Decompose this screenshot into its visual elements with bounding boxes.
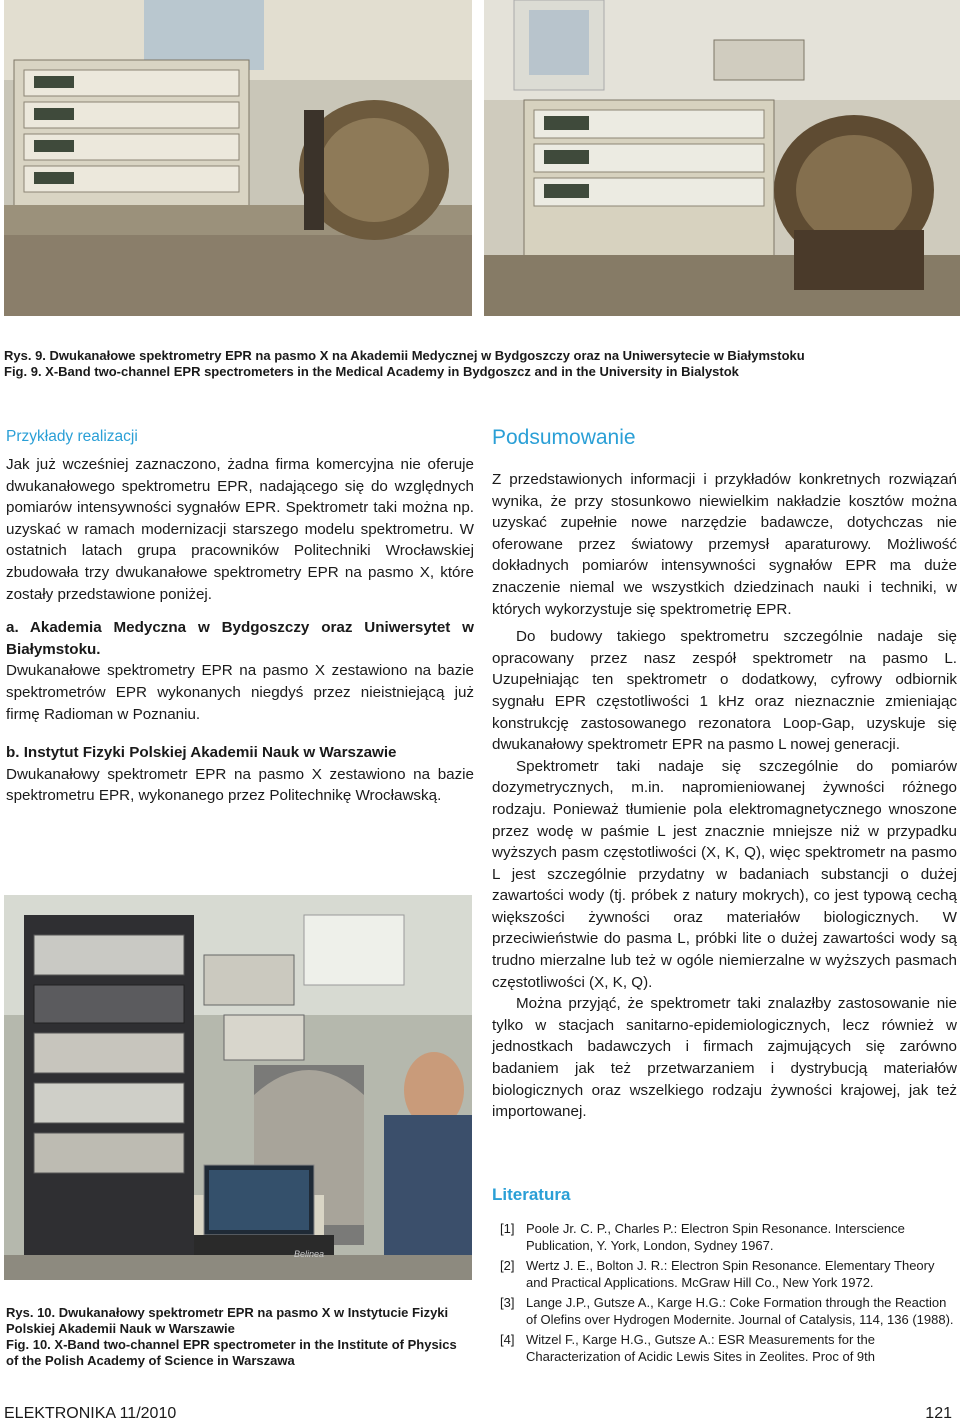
footer-page-number: 121 [925,1405,952,1422]
reference-number: [2] [500,1258,515,1273]
reference-item [500,1295,957,1328]
fig9-photo-bydgoszcz [4,0,472,316]
reference-item [500,1221,957,1254]
section-title-przyklady: Przykłady realizacji [6,428,138,445]
reference-text: Lange J.P., Gutsze A., Karge H.G.: Coke Formation through the Reaction of Olefins over Hydrogen Modernite. Journal of Catalysis, 114, 136 (1988). [526,1295,954,1327]
subsection-a-text: Dwukanałowe spektrometry EPR na pasmo X zestawiono na bazie spektrometrów EPR wykonanych niegdyś przez nieistniejącą już firmę Radioman w Poznaniu. [6,662,474,723]
section-title-literatura: Literatura [492,1185,571,1204]
subsection-b-text: Dwukanałowy spektrometr EPR na pasmo X zestawiono na bazie spektrometru EPR, wykonanego przez Politechnikę Wrocławską. [6,765,474,805]
laptop-brand-label: Belinea [294,1249,325,1259]
reference-text: Witzel F., Karge H.G., Gutsze A.: ESR Measurements for the Characterization of Acidic Lewis Sites in Zeolites. Proc of 9th [526,1332,875,1364]
summary-paragraph-4: Można przyjąć, że spektrometr taki znalazłby zastosowanie nie tylko w stacjach sanitarno-epidemiologicznych, lecz również w jednostkach badawczych i firmach zajmujących się zarówno badaniem jak też przetwarzaniem i dystrybucją materiałów biologicznych oraz wszelkiego rodzaju żywności krajowej, jak też importowanej. [492,995,957,1121]
summary-paragraph-2: Do budowy takiego spektrometru szczególnie nadaje się opracowany przez nasz zespół spektrometr na pasmo L. Uzupełniając ten spektrometr o dodatkowy, cyfrowy odbiornik sygnału EPR częstotliwości 1 kHz oraz nieznacznie zmieniając konstrukcję zastosowanego rezonatora Loop-Gap, uzyskuje się dwukanałowy spektrometr EPR na pasmo L nowej generacji. [492,628,957,754]
right-column-text [492,469,957,1123]
reference-list [500,1221,957,1369]
reference-number: [4] [500,1332,515,1347]
summary-paragraph-1: Z przedstawionych informacji i przykładów konkretnych rozwiązań wynika, że przy stosunkowo niewielkim nakładzie kosztów można uzyskać zupełnie nowe narzędzie badawcze, dotychczas nie oferowane przez światowy przemysł aparaturowy. Możliwość dokładnych pomiarów intensywności sygnałów EPR ma duże znaczenie niemal we wszystkich dziedzinach nauki i techniki, w których wykorzystuje się spektrometrię EPR. [492,471,957,618]
left-column-text [6,454,474,807]
reference-text: Poole Jr. C. P., Charles P.: Electron Spin Resonance. Interscience Publication, Y. York, London, Sydney 1967. [526,1221,905,1253]
reference-item [500,1258,957,1291]
figure9-caption [4,348,960,380]
subsection-b-heading: b. Instytut Fizyki Polskiej Akademii Nauk w Warszawie [6,744,397,762]
fig9-photo-bialystok [484,0,960,316]
footer-journal: ELEKTRONIKA 11/2010 [4,1405,177,1422]
left-intro-paragraph: Jak już wcześniej zaznaczono, żadna firma komercyjna nie oferuje dwukanałowego spektrometru EPR, nadającego się do względnych pomiarów intensywności sygnałów EPR. Spektrometr taki można np. uzyskać w ramach modernizacji starszego modelu spektrometru. W ostatnich latach grupa pracowników Politechniki Wrocławskiej zbudowała trzy dwukanałowe spektrometry EPR na pasmo X, które zostały przedstawione poniżej. [6,456,474,603]
figure10-caption-pl: Rys. 10. Dwukanałowy spektrometr EPR na pasmo X w Instytucie Fizyki Polskiej Akademii Nauk w Warszawie [6,1305,449,1336]
reference-item [500,1332,957,1365]
reference-number: [3] [500,1295,515,1310]
figure10-caption [6,1305,472,1369]
reference-text: Wertz J. E., Bolton J. R.: Electron Spin Resonance. Elementary Theory and Practical Applications. McGraw Hill Co., New York 1972. [526,1258,935,1290]
reference-number: [1] [500,1221,515,1236]
figure9-caption-pl: Rys. 9. Dwukanałowe spektrometry EPR na pasmo X na Akademii Medycznej w Bydgoszczy oraz na Uniwersytecie w Białymstoku [4,348,805,363]
fig10-photo-warszawa [4,895,472,1280]
summary-paragraph-3: Spektrometr taki nadaje się szczególnie do pomiarów dozymetrycznych, m.in. napromieniowanej żywności różnego rodzaju. Ponieważ tłumienie pola elektromagnetycznego wnoszone przez wodę w paśmie L jest znacznie mniejsze niż w przypadku wyższych pasm częstotliwości (X, K, Q), więc spektrometr na pasmo L jest szczególnie przydatny w badaniach substancji o dużej zawartości wody (tj. próbek z natury mokrych), co jest typową cechą większości żywności oraz materiałów biologicznych. W przeciwieństwie do pasma L, próbki lite o dużej zawartości wody są trudno mierzalne lub też w ogóle niemierzalne w wyższych pasmach częstotliwości (X, K, Q). [492,757,957,991]
subsection-a-heading: a. Akademia Medyczna w Bydgoszczy oraz Uniwersytet w Białymstoku. [6,619,474,658]
figure9-caption-en: Fig. 9. X-Band two-channel EPR spectrometers in the Medical Academy in Bydgoszcz and in the University in Bialystok [4,364,739,379]
figure10-caption-en: Fig. 10. X-Band two-channel EPR spectrometer in the Institute of Physics of the Polish Academy of Science in Warszawa [6,1337,457,1368]
section-title-podsumowanie: Podsumowanie [492,426,636,449]
